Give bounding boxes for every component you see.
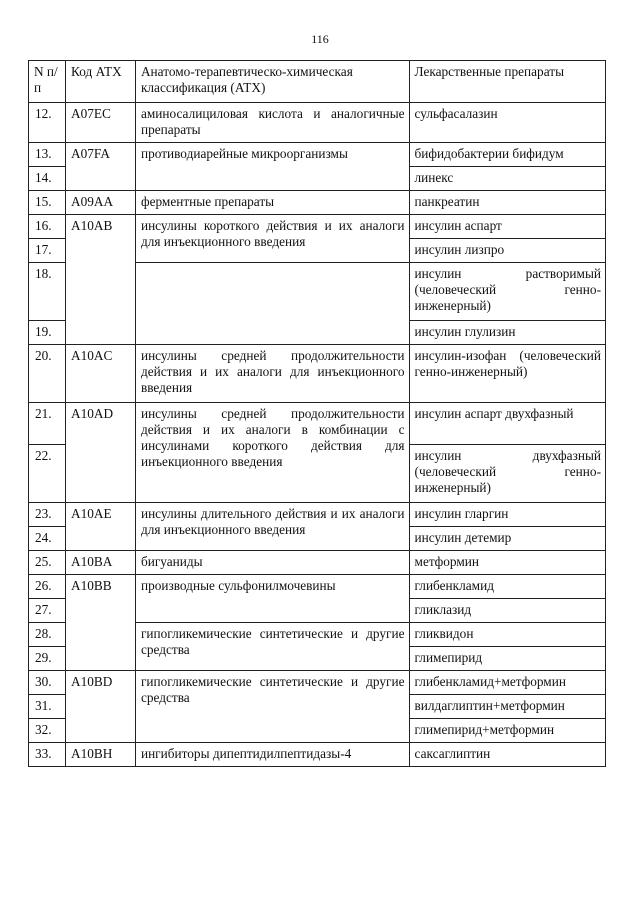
drug-cell: инсулин детемир — [409, 527, 605, 551]
drug-cell: бифидобактерии бифидум — [409, 143, 605, 167]
row-number: 19. — [29, 321, 66, 345]
row-number: 16. — [29, 215, 66, 239]
drug-cell: глибенкламид — [409, 575, 605, 599]
classification-cell: инсулины средней продолжительности действия и их аналоги в комбинации с инсулинами короткого действия для инъекционного введения — [135, 403, 409, 503]
atx-code: A10BB — [66, 575, 136, 671]
atx-code: A10AD — [66, 403, 136, 503]
row-number: 28. — [29, 623, 66, 647]
drug-cell: инсулин растворимый (человеческий генно-инженерный) — [409, 263, 605, 321]
row-number: 17. — [29, 239, 66, 263]
atx-code: A10AE — [66, 503, 136, 551]
drug-cell: гликвидон — [409, 623, 605, 647]
row-number: 18. — [29, 263, 66, 321]
drug-cell: линекс — [409, 167, 605, 191]
drug-cell: вилдаглиптин+метформин — [409, 695, 605, 719]
row-number: 30. — [29, 671, 66, 695]
row-number: 27. — [29, 599, 66, 623]
drug-cell: инсулин лизпро — [409, 239, 605, 263]
classification-cell: инсулины длительного действия и их аналоги для инъекционного введения — [135, 503, 409, 551]
classification-cell: бигуаниды — [135, 551, 409, 575]
atx-table — [28, 60, 606, 767]
table-row — [29, 345, 606, 403]
header-classification: Анатомо-терапевтическо-химическая классификация (АТХ) — [135, 61, 409, 103]
table-row — [29, 403, 606, 445]
table-row — [29, 103, 606, 143]
drug-cell: глимепирид+метформин — [409, 719, 605, 743]
table-row — [29, 575, 606, 599]
table-row — [29, 215, 606, 239]
drug-cell: инсулин аспарт — [409, 215, 605, 239]
classification-cell: инсулины короткого действия и их аналоги для инъекционного введения — [135, 215, 409, 263]
atx-code: A10AB — [66, 215, 136, 345]
drug-cell: инсулин гларгин — [409, 503, 605, 527]
classification-cell: противодиарейные микроорганизмы — [135, 143, 409, 191]
drug-cell: инсулин-изофан (человеческий генно-инженерный) — [409, 345, 605, 403]
row-number: 33. — [29, 743, 66, 767]
drug-cell: глимепирид — [409, 647, 605, 671]
classification-cell: производные сульфонилмочевины — [135, 575, 409, 623]
classification-cell: ингибиторы дипептидилпептидазы-4 — [135, 743, 409, 767]
atx-code: A10BD — [66, 671, 136, 743]
atx-code: A10AC — [66, 345, 136, 403]
table-row — [29, 743, 606, 767]
table-header-row — [29, 61, 606, 103]
row-number: 20. — [29, 345, 66, 403]
drug-cell: сульфасалазин — [409, 103, 605, 143]
header-num: N п/п — [29, 61, 66, 103]
table-row — [29, 191, 606, 215]
row-number: 26. — [29, 575, 66, 599]
classification-cell: гипогликемические синтетические и другие средства — [135, 623, 409, 671]
drug-cell: метформин — [409, 551, 605, 575]
table-row — [29, 551, 606, 575]
classification-cell: аминосалициловая кислота и аналогичные препараты — [135, 103, 409, 143]
classification-cell-empty — [135, 263, 409, 345]
atx-code: A10BA — [66, 551, 136, 575]
classification-cell: гипогликемические синтетические и другие средства — [135, 671, 409, 743]
atx-code: A07FA — [66, 143, 136, 191]
drug-cell: гликлазид — [409, 599, 605, 623]
header-code: Код АТХ — [66, 61, 136, 103]
drug-cell: инсулин двухфазный (человеческий генно-инженерный) — [409, 445, 605, 503]
drug-cell: панкреатин — [409, 191, 605, 215]
row-number: 15. — [29, 191, 66, 215]
row-number: 21. — [29, 403, 66, 445]
row-number: 14. — [29, 167, 66, 191]
table-row — [29, 503, 606, 527]
row-number: 32. — [29, 719, 66, 743]
classification-cell: ферментные препараты — [135, 191, 409, 215]
row-number: 22. — [29, 445, 66, 503]
table-row — [29, 143, 606, 167]
header-drugs: Лекарственные препараты — [409, 61, 605, 103]
atx-code: A10BH — [66, 743, 136, 767]
drug-cell: саксаглиптин — [409, 743, 605, 767]
drug-cell: инсулин глулизин — [409, 321, 605, 345]
table-row — [29, 671, 606, 695]
drug-cell: глибенкламид+метформин — [409, 671, 605, 695]
page-number: 116 — [311, 32, 329, 46]
row-number: 25. — [29, 551, 66, 575]
row-number: 23. — [29, 503, 66, 527]
row-number: 31. — [29, 695, 66, 719]
row-number: 12. — [29, 103, 66, 143]
drug-cell: инсулин аспарт двухфазный — [409, 403, 605, 445]
row-number: 24. — [29, 527, 66, 551]
row-number: 29. — [29, 647, 66, 671]
classification-cell: инсулины средней продолжительности действия и их аналоги для инъекционного введения — [135, 345, 409, 403]
atx-code: A07EC — [66, 103, 136, 143]
atx-code: A09AA — [66, 191, 136, 215]
row-number: 13. — [29, 143, 66, 167]
